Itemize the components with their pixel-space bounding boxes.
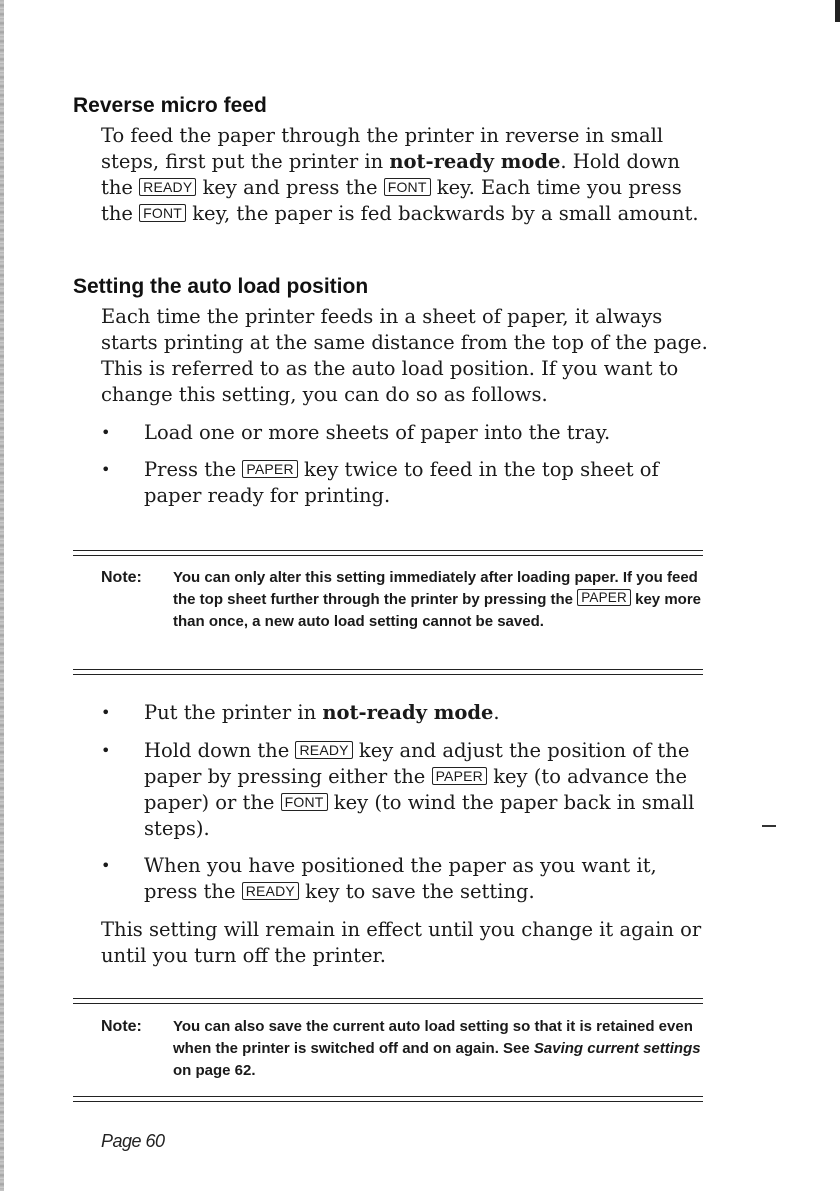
bullet-icon: •	[101, 423, 111, 442]
text-run: .	[493, 701, 500, 724]
emphasis-not-ready-mode: not-ready mode	[389, 150, 561, 173]
bullet-icon: •	[101, 856, 111, 875]
bullet-icon: •	[101, 741, 111, 760]
key-ready: READY	[139, 178, 196, 196]
note-label: Note:	[101, 1018, 142, 1035]
text-run: You can also save the current auto load setting so that it is retained even when the printer is switched off and on again. See	[173, 1018, 693, 1057]
key-paper: PAPER	[577, 589, 631, 606]
text-run: key (to advance the paper) or the	[144, 765, 688, 814]
text-run: . Hold down the	[101, 150, 680, 199]
text-run: Hold down the	[144, 739, 296, 762]
text-run: Put the printer in	[144, 701, 323, 724]
key-ready: READY	[295, 741, 352, 759]
key-font: FONT	[139, 204, 186, 222]
text-run: key and press the	[196, 176, 384, 199]
text-run: When you have positioned the paper as you want it, press the	[144, 854, 657, 903]
scan-mark-top-right	[835, 0, 840, 22]
scan-edge-left	[0, 0, 4, 1191]
text-run: key and adjust the position of the paper by pressing either the	[144, 739, 690, 788]
note-rule-bottom	[73, 1096, 703, 1102]
bullet-icon: •	[101, 703, 111, 722]
text-run: key twice to feed in the top sheet of paper ready for printing.	[144, 458, 659, 507]
bullet-text	[144, 738, 704, 842]
note-rule-bottom	[73, 669, 703, 675]
emphasis-not-ready-mode: not-ready mode	[322, 701, 494, 724]
text-run: To feed the paper through the printer in reverse in small steps, first put the printer in	[101, 124, 664, 173]
key-font: FONT	[281, 793, 328, 811]
text-run: key more than once, a new auto load setting cannot be saved.	[173, 591, 701, 630]
note-label: Note:	[101, 569, 142, 586]
key-ready: READY	[242, 882, 299, 900]
text-run: key to save the setting.	[298, 880, 535, 903]
cross-reference: Saving current settings	[533, 1040, 701, 1057]
paragraph-auto-load-intro: Each time the printer feeds in a sheet of paper, it always starts printing at the same distance from the top of the page. This is referred to as the auto load position. If you want to change this setting, you can do so as follows.	[101, 305, 708, 406]
paragraph-reverse-micro-feed	[101, 123, 711, 227]
note-rule-top	[73, 998, 703, 1004]
note-text	[173, 1016, 708, 1082]
bullet-text	[144, 457, 704, 509]
text-run: Press the	[144, 458, 243, 481]
text-run: key. Each time you press the	[101, 176, 682, 225]
text-run: on page 62.	[173, 1062, 256, 1079]
text-run: You can only alter this setting immediately after loading paper. If you feed the top sheet further through the printer by pressing the	[173, 569, 698, 608]
page-number: Page 60	[101, 1131, 165, 1151]
key-paper: PAPER	[432, 767, 487, 785]
text-run: key, the paper is fed backwards by a small amount.	[186, 202, 699, 225]
text-run: key (to wind the paper back in small steps).	[144, 791, 695, 840]
note-rule-top	[73, 550, 703, 556]
heading-reverse-micro-feed: Reverse micro feed	[73, 94, 267, 117]
bullet-text: Load one or more sheets of paper into the tray.	[144, 421, 611, 444]
paragraph-closing: This setting will remain in effect until you change it again or until you turn off the printer.	[101, 918, 702, 967]
key-font: FONT	[384, 178, 431, 196]
heading-auto-load-position: Setting the auto load position	[73, 275, 369, 298]
key-paper: PAPER	[242, 460, 297, 478]
bullet-text	[144, 853, 704, 905]
bullet-text	[144, 700, 704, 726]
note-text	[173, 567, 708, 633]
bullet-icon: •	[101, 460, 111, 479]
scan-stray-mark	[762, 825, 776, 827]
